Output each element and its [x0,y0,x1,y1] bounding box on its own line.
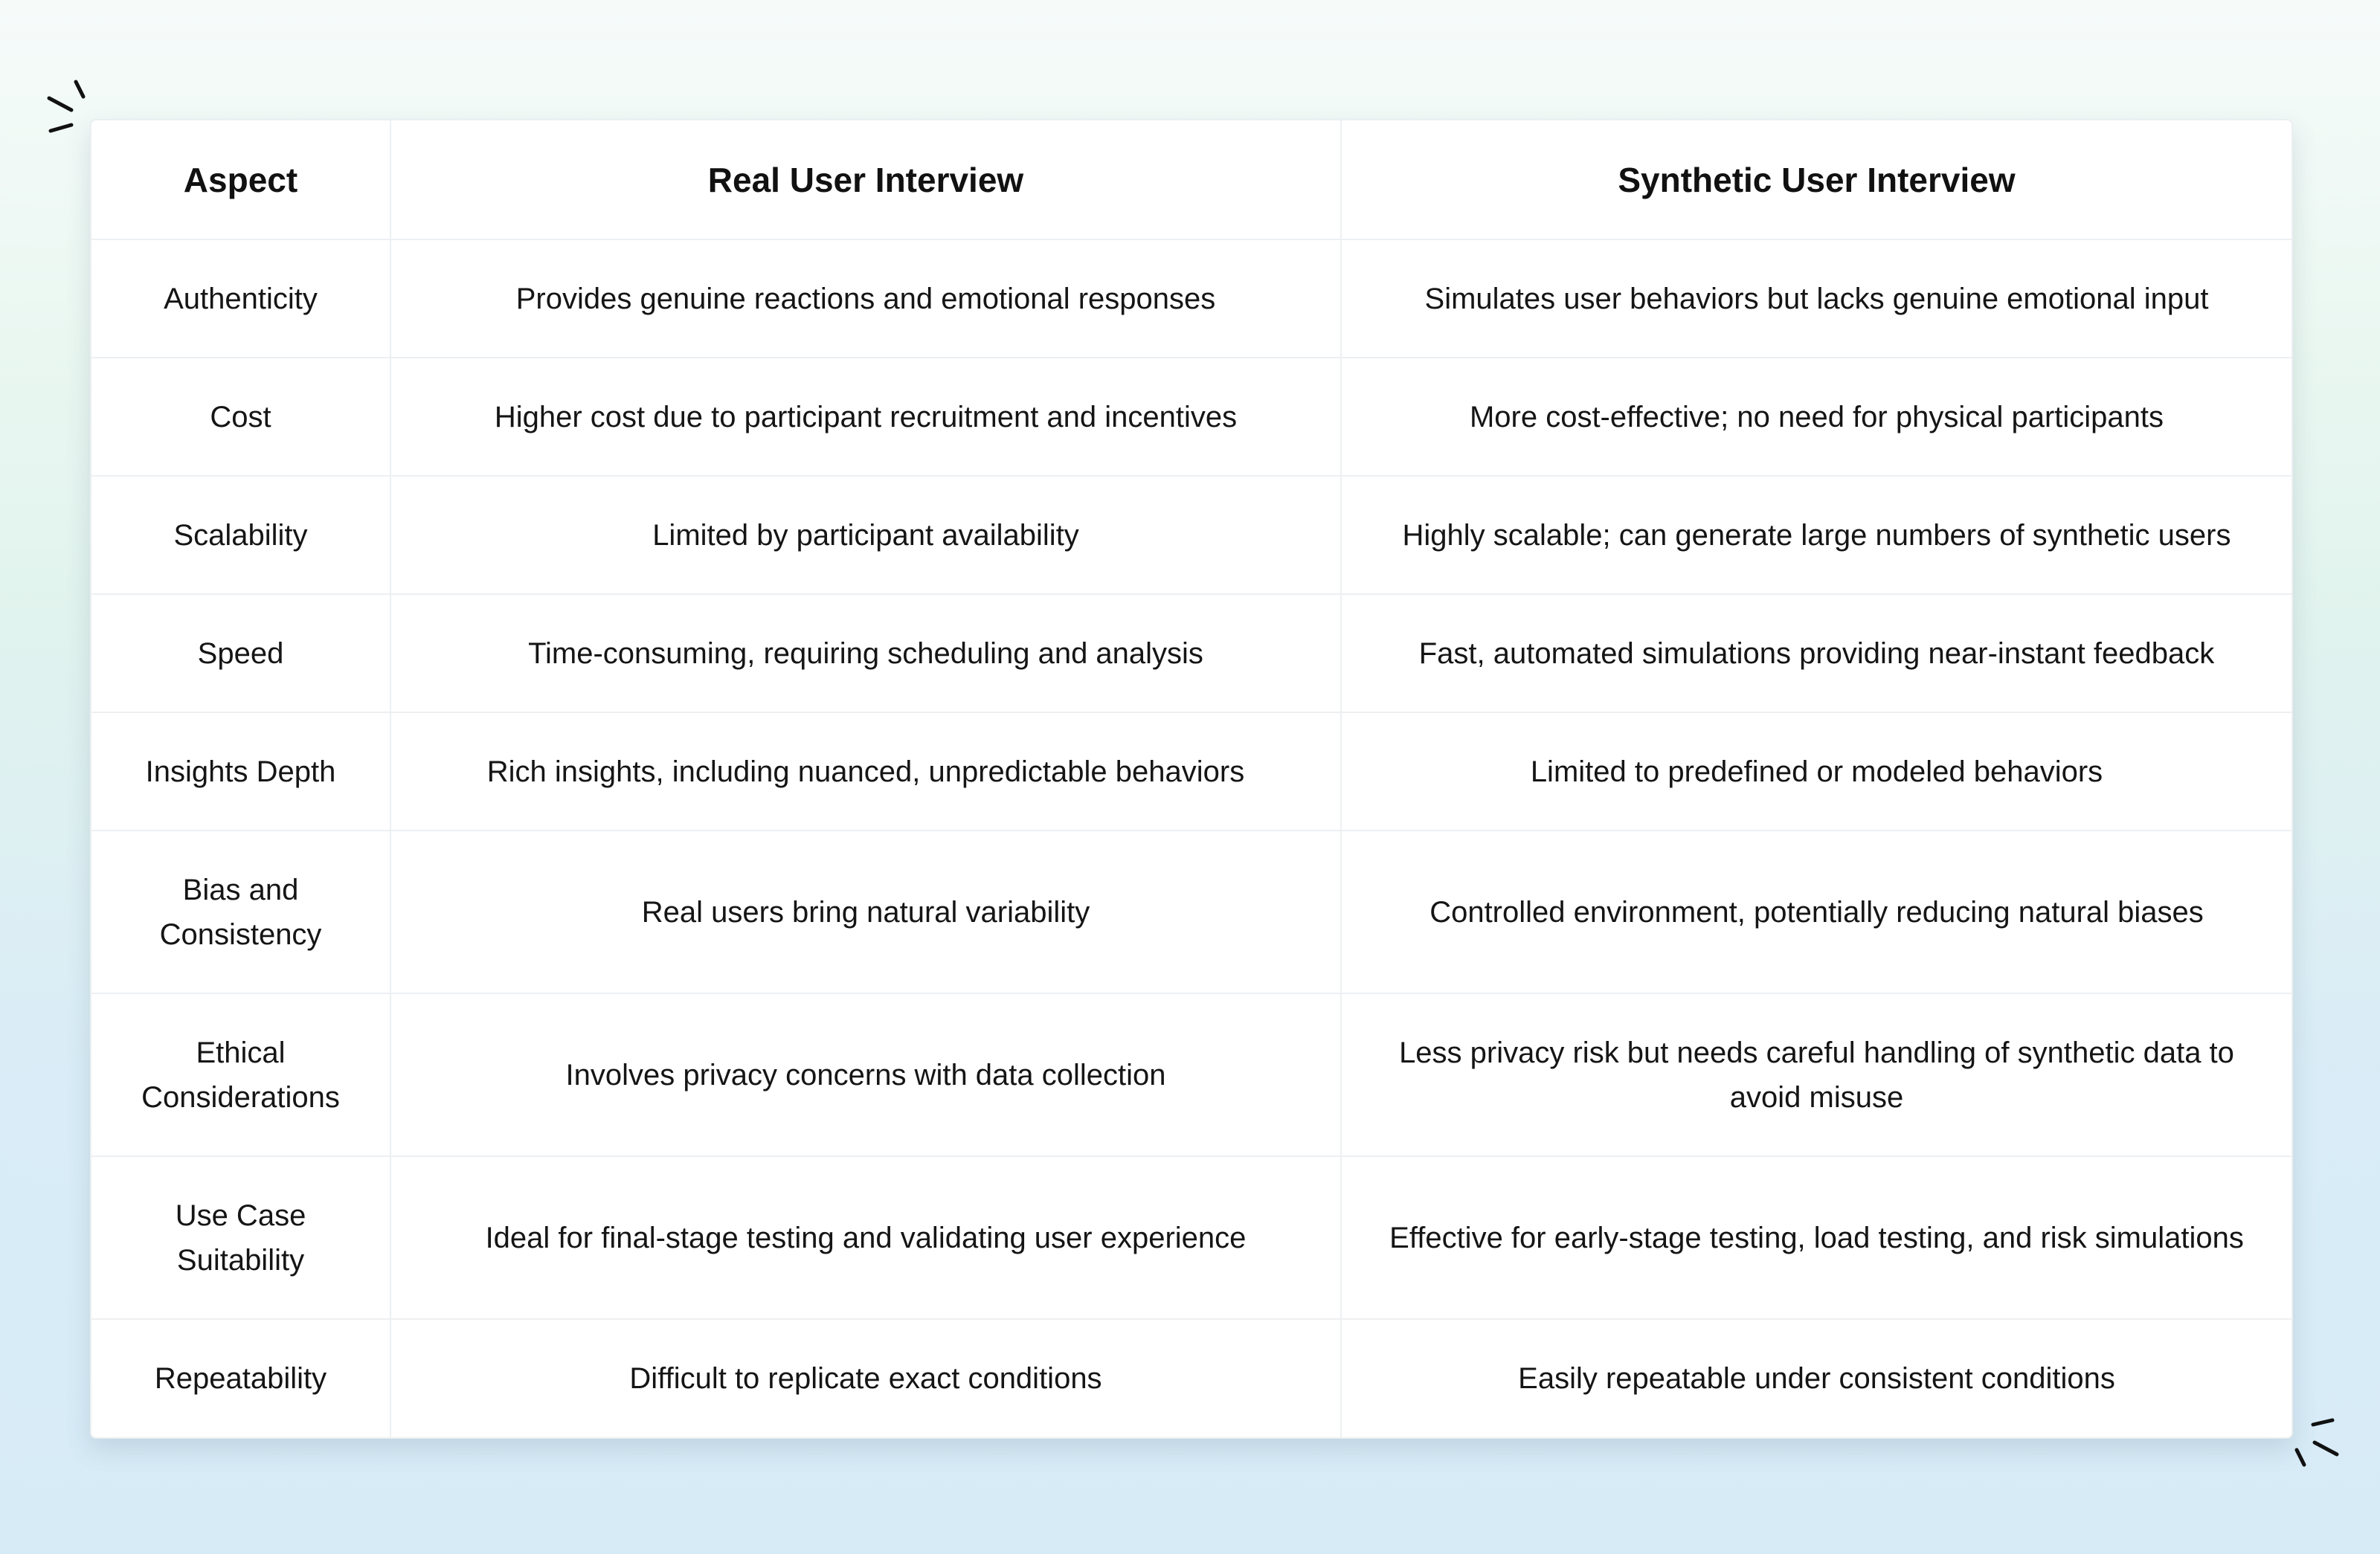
header-aspect: Aspect [91,120,390,239]
comparison-table [91,120,2291,1437]
cell-synthetic: Less privacy risk but needs careful handling of synthetic data to avoid misuse [1341,993,2291,1156]
cell-aspect: Speed [91,594,390,712]
cell-aspect: Use Case Suitability [91,1156,390,1319]
cell-aspect: Bias and Consistency [91,831,390,993]
cell-synthetic: More cost-effective; no need for physical participants [1341,358,2291,476]
cell-synthetic: Simulates user behaviors but lacks genuine emotional input [1341,239,2291,358]
cell-aspect: Insights Depth [91,712,390,831]
cell-real: Provides genuine reactions and emotional responses [390,239,1341,358]
cell-aspect: Authenticity [91,239,390,358]
table-row [91,358,2291,476]
table-row [91,1156,2291,1319]
table-row [91,831,2291,993]
cell-synthetic: Easily repeatable under consistent conditions [1518,1362,2115,1395]
sparkle-icon [2288,1416,2347,1475]
table-row [91,239,2291,358]
cell-synthetic: Highly scalable; can generate large numbers of synthetic users [1341,476,2291,594]
cell-aspect: Repeatability [91,1319,390,1437]
comparison-card [90,119,2293,1439]
table-row [91,476,2291,594]
cell-synthetic: Limited to predefined or modeled behaviors [1341,712,2291,831]
cell-real: Time-consuming, requiring scheduling and analysis [390,594,1341,712]
table-header-row [91,120,2291,239]
cell-synthetic: Controlled environment, potentially reducing natural biases [1341,831,2291,993]
cell-real: Difficult to replicate exact conditions [390,1319,1341,1437]
table-row [91,1319,2291,1437]
table-row [91,712,2291,831]
cell-synthetic: Effective for early-stage testing, load testing, and risk simulations [1341,1156,2291,1319]
table-row [91,594,2291,712]
cell-aspect: Scalability [91,476,390,594]
cell-synthetic: Fast, automated simulations providing near-instant feedback [1341,594,2291,712]
cell-aspect: Ethical Considerations [91,993,390,1156]
header-real-user-interview: Real User Interview [390,120,1341,239]
cell-real: Limited by participant availability [390,476,1341,594]
cell-aspect: Cost [91,358,390,476]
header-synthetic-user-interview: Synthetic User Interview [1341,120,2291,239]
cell-real: Real users bring natural variability [390,831,1341,993]
cell-real: Rich insights, including nuanced, unpredictable behaviors [390,712,1341,831]
cell-real: Involves privacy concerns with data collection [390,993,1341,1156]
sparkle-icon [39,74,98,134]
cell-real: Ideal for final-stage testing and validating user experience [390,1156,1341,1319]
cell-real: Higher cost due to participant recruitment and incentives [390,358,1341,476]
table-row [91,993,2291,1156]
